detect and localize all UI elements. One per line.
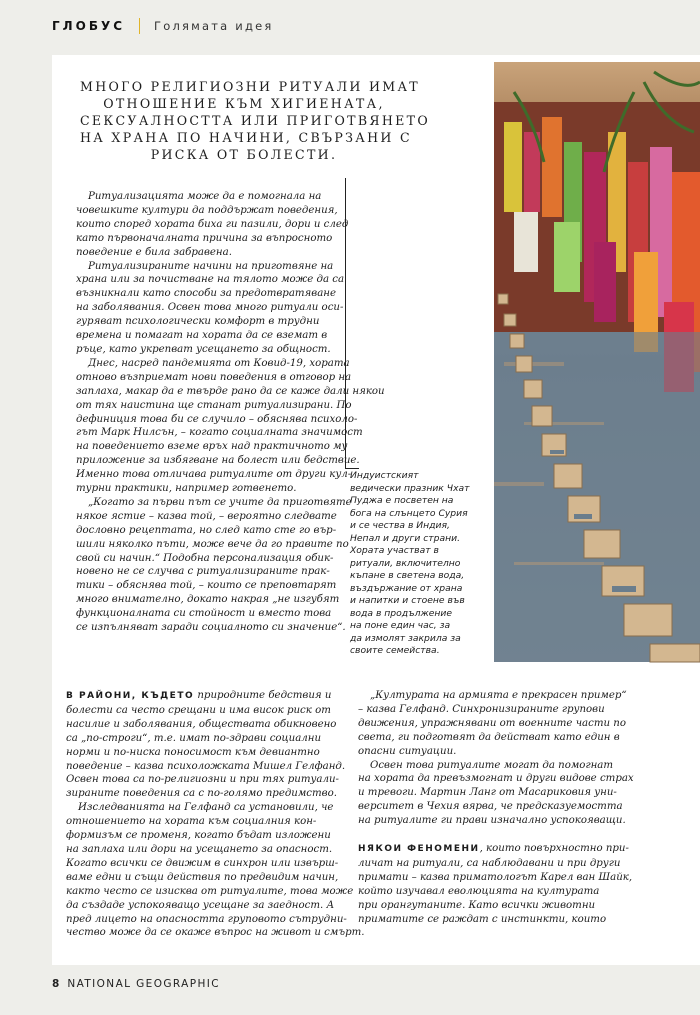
body-text-line	[66, 926, 365, 940]
line-text: функционалната си стойност и вместо това	[76, 608, 332, 620]
line-text: примати – казва приматологът Карел ван Шайк,	[358, 871, 633, 883]
body-text-line	[66, 773, 338, 787]
lead-in: В РАЙОНИ, КЪДЕТО	[66, 691, 195, 701]
line-text: приматите се раждат с инстинкти, които	[358, 913, 607, 925]
line-text: природните бедствия и	[194, 690, 332, 701]
line-text: пред лицето на опасността груповото сътрудни-	[66, 913, 347, 925]
body-text-line	[76, 579, 344, 593]
body-text-line	[66, 899, 338, 913]
line-text: на хората да превъзмогнат и други видове страх	[358, 773, 634, 785]
body-text-line	[66, 857, 338, 871]
body-text-line	[66, 843, 338, 857]
body-text-line	[66, 801, 338, 815]
line-text: поведение – казва психоложката Мишел Гелфанд.	[66, 760, 346, 772]
body-text-line	[358, 871, 644, 885]
section-label: ГЛОБУС	[52, 19, 126, 33]
line-text: Ритуализираните начини на приготвяне на	[88, 260, 334, 272]
line-text: гът Марк Нилсън, – когато социалната значимост	[76, 427, 363, 439]
caption-line: Непал и други страни.	[350, 532, 460, 544]
caption-line: Индуистският	[350, 470, 419, 481]
body-text-line	[358, 717, 644, 731]
body-text-line	[76, 552, 344, 566]
line-text: света, ги подготвят да действат като един в	[358, 731, 620, 743]
caption-line: да измолят закрила за	[350, 632, 461, 644]
body-text-line	[76, 385, 385, 399]
line-text: на ритуалите ги прави изначално успокояващи.	[358, 815, 626, 827]
line-text: норми и по-ниска поносимост към девиантно	[66, 746, 320, 758]
line-text: като първоначалната причина за въпросното	[76, 232, 333, 244]
line-text: чество може да се окаже въпрос на живот и смърт.	[66, 927, 365, 939]
line-text: Именно това отличава ритуалите от други кул-	[76, 469, 352, 481]
caption-line: бога на слънцето Сурия	[350, 507, 468, 519]
body-text-line	[76, 246, 344, 260]
body-text-line	[358, 786, 644, 800]
body-text-line	[358, 857, 644, 871]
line-text: дефиниция това би се случило – обяснява психоло-	[76, 413, 358, 425]
line-text: на заплаха или дори на усещането за опасност.	[66, 843, 333, 855]
line-text: болести са често срещани и има висок риск от	[66, 704, 331, 716]
body-text-line	[66, 787, 338, 801]
line-text: да създаде успокояващо усещане за заедност. А	[66, 899, 335, 911]
body-text-line	[66, 732, 338, 746]
line-text: времена и помагат на хората да се вземат в	[76, 330, 328, 342]
line-text: гуряват психологически комфорт в трудни	[76, 316, 320, 328]
body-text-line	[358, 689, 644, 703]
line-text: някое ястие – казва той, – вероятно следвате	[76, 510, 337, 522]
line-text: Ритуализацията може да е помогнала на	[88, 191, 322, 202]
line-text: на заболявания. Освен това много ритуали оси-	[76, 302, 344, 314]
line-text: зираните поведения са с по-голямо предимство.	[66, 788, 337, 800]
line-text: свой си начин.“ Подобна персонализация обик-	[76, 552, 334, 564]
body-text-line	[358, 772, 644, 786]
body-text-line	[358, 899, 644, 913]
body-text-line	[76, 538, 349, 552]
line-text: поведение е била забравена.	[76, 246, 232, 258]
body-text-line	[76, 190, 344, 204]
body-text-line	[66, 815, 338, 829]
body-text-line	[358, 759, 644, 773]
line-text: се изпълняват заради социалното си значение“.	[76, 622, 346, 634]
line-text: възникнали като способи за предотвратяване	[76, 288, 337, 300]
body-text-line	[76, 607, 344, 621]
body-text-line	[76, 440, 348, 454]
line-text: опасни ситуации.	[358, 745, 457, 757]
caption-line: и напитки и стоене във	[350, 595, 465, 606]
line-text: ваме едни и същи действия по предвидим начин,	[66, 871, 339, 883]
line-text: Когато всички се движим в синхрон или извърш-	[66, 857, 339, 869]
body-text-line	[76, 621, 344, 635]
line-text: Освен това са по-религиозни и при тях ритуали-	[66, 774, 339, 786]
line-text: новено не се случва с ритуализираните прак-	[76, 566, 330, 578]
body-text-line	[66, 760, 346, 774]
line-text: заплаха, макар да е твърде рано да се каже дали някои	[76, 385, 385, 397]
line-text: формизъм се променя, когато бъдат изложени	[66, 830, 331, 842]
line-text: движения, упражнявани от военните части по	[358, 717, 626, 729]
body-text-line	[76, 204, 344, 218]
caption-line: Пуджа е посветен на	[350, 495, 454, 506]
pull-quote-line: РИСКА ОТ БОЛЕСТИ.	[150, 147, 338, 162]
caption-line: своите семейства.	[350, 645, 440, 656]
line-text: дословно рецептата, но след като сте го вър-	[76, 524, 337, 536]
line-text: шили няколко пъти, може вече да го правите по	[76, 538, 349, 550]
body-text-line	[76, 399, 352, 413]
line-text: Изследванията на Гелфанд са установили, че	[78, 802, 334, 814]
body-text-line	[358, 731, 644, 745]
body-text-line	[66, 704, 338, 718]
body-text-line	[76, 273, 344, 287]
page-footer	[52, 978, 220, 990]
line-text: и тревоги. Мартин Ланг от Масариковия уни-	[358, 787, 617, 799]
line-text: както често се изисква от ритуалите, това може	[66, 885, 354, 897]
line-text: турни практики, например готвенето.	[76, 483, 297, 495]
body-text-line	[76, 218, 349, 232]
body-column-left-bottom	[66, 689, 365, 940]
line-text: тики – обяснява той, – които се преповтарят	[76, 580, 337, 592]
body-text-line	[76, 371, 352, 385]
caption-line: къпане в светена вода,	[350, 570, 465, 581]
body-text-line	[66, 746, 338, 760]
body-text-line	[358, 828, 644, 842]
line-text: човешките култури да поддържат поведения,	[76, 204, 338, 216]
body-text-line	[358, 745, 644, 759]
body-text-line	[358, 703, 644, 717]
line-text: които според хората биха ги пазили, дори и след	[76, 218, 349, 230]
caption-line: и се чества в Индия,	[350, 520, 450, 531]
line-text: , които повърхностно при-	[479, 843, 629, 855]
river-ritual-image	[494, 62, 700, 662]
line-text: отново възприемат нови поведения в отговор на	[76, 371, 352, 383]
pull-quote-line: НА ХРАНА ПО НАЧИНИ, СВЪРЗАНИ С	[80, 130, 412, 145]
pull-quote-line: ОТНОШЕНИЕ КЪМ ХИГИЕНАТА,	[103, 96, 385, 111]
pull-quote-line: МНОГО РЕЛИГИОЗНИ РИТУАЛИ ИМАТ	[80, 79, 420, 94]
page-header	[52, 14, 274, 38]
line-text: „Когато за първи път се учите да приготвяте	[88, 496, 352, 508]
body-text-line	[76, 357, 350, 371]
lead-in: НЯКОИ ФЕНОМЕНИ	[358, 844, 480, 855]
body-text-line	[66, 829, 338, 843]
line-text: при орангутаните. Като всички животни	[358, 899, 596, 911]
body-text-line	[76, 565, 344, 579]
body-text-line	[358, 800, 644, 814]
line-text: който изучавал еволюцията на културата	[358, 885, 600, 897]
body-text-line	[76, 510, 344, 524]
caption-line: въздържание от храна	[350, 582, 463, 594]
caption-line: на поне един час, за	[350, 620, 451, 631]
line-text: много внимателно, докато накрая „не изгубят	[76, 594, 340, 606]
body-text-line	[76, 315, 344, 329]
line-text: Освен това ритуалите могат да помогнат	[370, 759, 614, 771]
body-text-line	[76, 287, 344, 301]
line-text: приложение за избягване на болест или бедствие.	[76, 455, 360, 467]
line-text: „Културата на армията е прекрасен пример“	[370, 690, 627, 701]
line-text: храна или за почистване на тялото може да са	[76, 274, 345, 286]
magazine-name: NATIONAL GEOGRAPHIC	[67, 978, 221, 990]
body-text-line	[358, 913, 644, 927]
festival-photo	[494, 62, 700, 662]
body-text-line	[76, 468, 352, 482]
body-text-line	[76, 260, 344, 274]
header-divider	[139, 18, 140, 34]
caption-line: ведически празник Чхат	[350, 482, 470, 494]
line-text: ръце, като укрепват усещането за общност.	[76, 343, 331, 355]
body-text-line	[76, 329, 344, 343]
caption-line: Хората участват в	[350, 545, 439, 556]
line-text: верситет в Чехия вярва, че предсказуемостта	[358, 801, 623, 813]
body-text-line	[66, 913, 347, 927]
body-text-line	[76, 496, 352, 510]
caption-line: вода в продължение	[350, 607, 453, 619]
photo-caption	[350, 470, 490, 658]
line-text: отношението на хората към социалния кон-	[66, 816, 317, 828]
line-text: личат на ритуали, са наблюдавани и при други	[358, 857, 621, 869]
page-number: 8	[52, 978, 60, 990]
subsection-label: Голямата идея	[154, 19, 274, 33]
line-text: – казва Гелфанд. Синхронизираните групови	[358, 703, 605, 715]
caption-line: ритуали, включително	[350, 557, 461, 569]
pull-quote-line: СЕКСУАЛНОСТТА ИЛИ ПРИГОТВЯНЕТО	[80, 113, 430, 128]
line-text: Днес, насред пандемията от Ковид-19, хората	[88, 357, 350, 369]
line-text: насилие и заболявания, обществата обикновено	[66, 718, 337, 730]
pull-quote	[80, 78, 430, 163]
body-text-line	[358, 842, 644, 857]
body-text-line	[66, 718, 338, 732]
line-text: от тях наистина ще станат ритуализирани. По	[76, 399, 352, 411]
body-text-line	[76, 413, 358, 427]
line-text: са „по-строги“, т.е. имат по-здрави социални	[66, 732, 322, 744]
body-text-line	[76, 301, 344, 315]
body-text-line	[66, 885, 354, 899]
body-text-line	[76, 482, 344, 496]
body-text-line	[76, 454, 360, 468]
body-text-line	[358, 885, 644, 899]
body-text-line	[66, 871, 338, 885]
body-text-line	[76, 232, 344, 246]
body-text-line	[76, 343, 344, 357]
line-text: на поведението вземе връх над практичното му	[76, 441, 348, 453]
body-text-line	[76, 524, 344, 538]
body-text-line	[76, 426, 363, 440]
body-text-line	[76, 593, 344, 607]
body-text-line	[358, 814, 644, 828]
body-text-line	[66, 689, 338, 704]
body-column-right	[358, 689, 644, 927]
